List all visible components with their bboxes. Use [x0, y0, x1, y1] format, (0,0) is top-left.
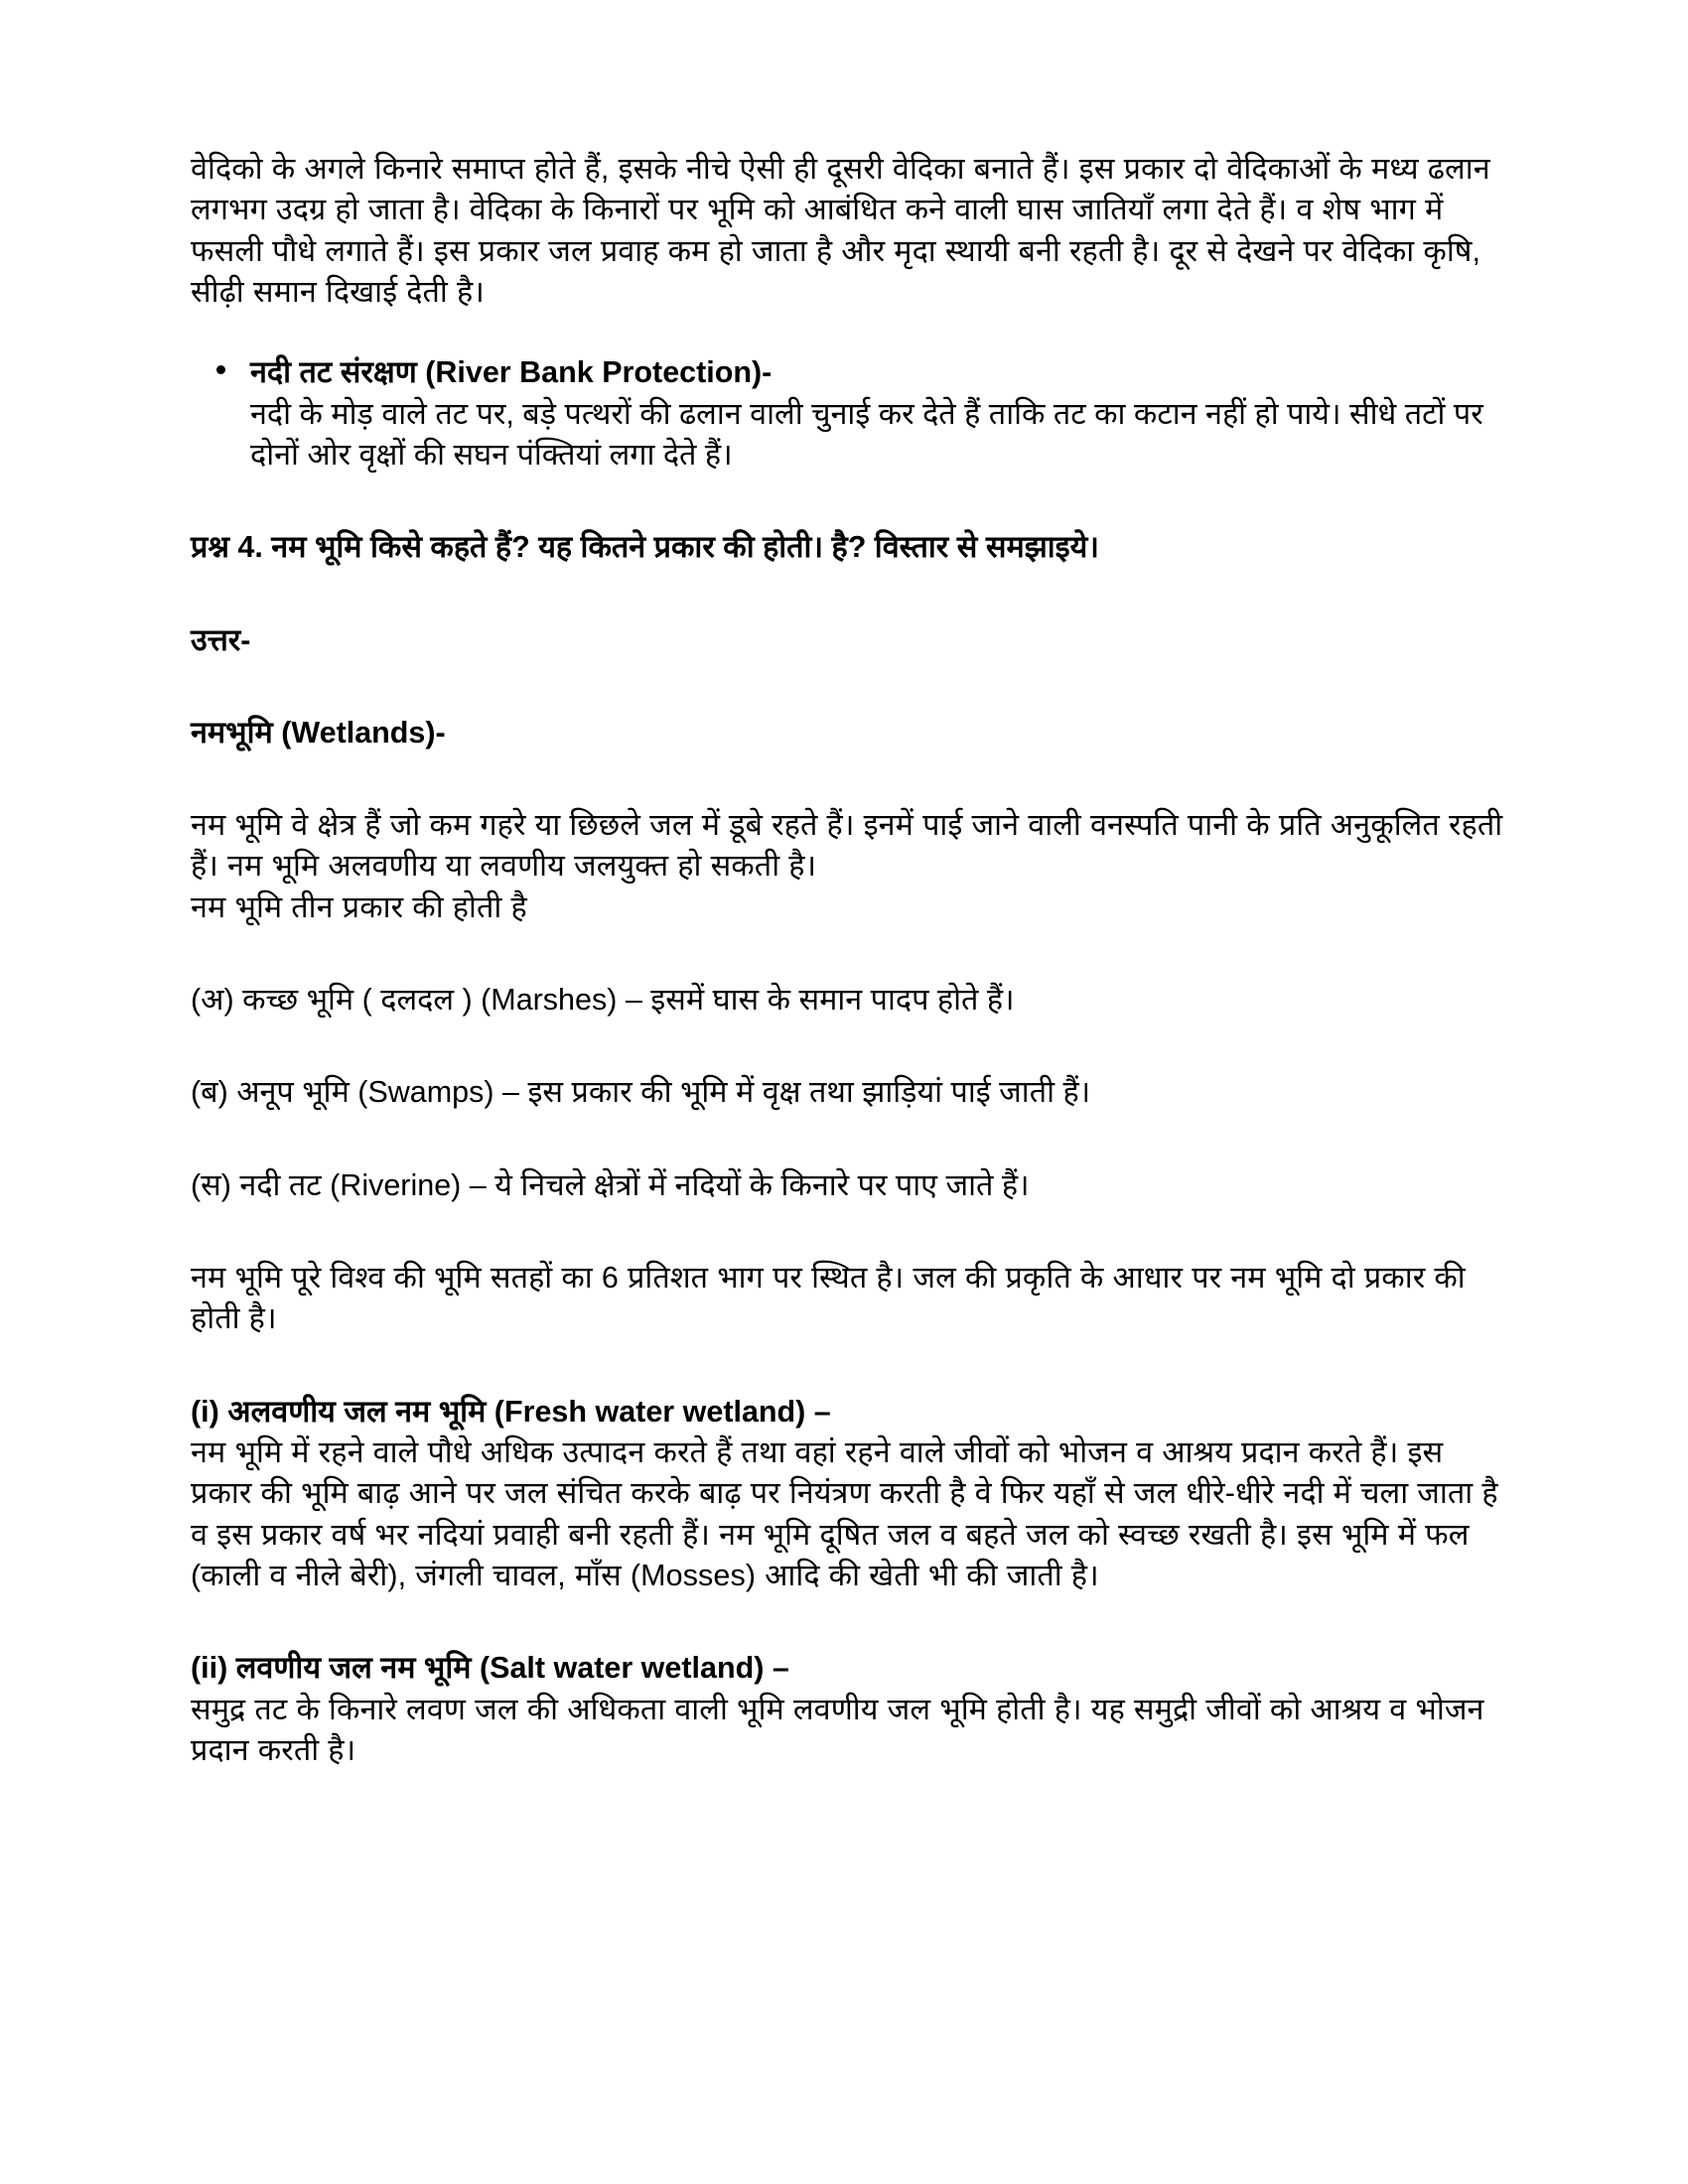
- spacer: [191, 569, 1511, 620]
- list-item: [214, 352, 1511, 476]
- bullet-content: [250, 352, 1511, 476]
- spacer: [191, 1021, 1511, 1072]
- fresh-water-wetland-text: नम भूमि में रहने वाले पौधे अधिक उत्पादन करते हैं तथा वहां रहने वाले जीवों को भोजन व आश्रय प्रदान करते हैं। इस प्रकार की भूमि बाढ़ आने पर जल संचित करके बाढ़ पर नियंत्रण करती है वे फिर यहाँ से जल धीरे-धीरे नदी में चला जाता है व इस प्रकार वर्ष भर नदियां प्रवाही बनी रहती हैं। नम भूमि दूषित जल व बहते जल को स्वच्छ रखती है। इस भूमि में फल (काली व नीले बेरी), जंगली चावल, माँस (Mosses) आदि की खेती भी की जाती है।: [191, 1434, 1498, 1592]
- salt-water-wetland-heading: (ii) लवणीय जल नम भूमि (Salt water wetland) –: [191, 1651, 789, 1686]
- spacer: [191, 928, 1511, 980]
- river-bank-bullet-list: [191, 352, 1511, 476]
- global-share-paragraph: नम भूमि पूरे विश्व की भूमि सतहों का 6 प्रतिशत भाग पर स्थित है। जल की प्रकृति के आधार पर नम भूमि दो प्रकार की होती है।: [191, 1261, 1466, 1336]
- bullet-heading: नदी तट संरक्षण (River Bank Protection)-: [250, 355, 773, 390]
- spacer: [191, 313, 1511, 352]
- wetland-type-marshes: (अ) कच्छ भूमि ( दलदल ) (Marshes) – इसमें घास के समान पादप होते हैं।: [191, 983, 1015, 1018]
- document-body: [191, 149, 1511, 1771]
- types-count-line: नम भूमि तीन प्रकार की होती है: [191, 889, 527, 924]
- intro-paragraph: वेदिको के अगले किनारे समाप्त होते हैं, इसके नीचे ऐसी ही दूसरी वेदिका बनाते हैं। इस प्रकार दो वेदिकाओं के मध्य ढलान लगभग उदग्र हो जाता है। वेदिका के किनारों पर भूमि को आबंधित कने वाली घास जातियाँ लगा देते हैं। व शेष भाग में फसली पौधे लगाते हैं। इस प्रकार जल प्रवाह कम हो जाता है और मृदा स्थायी बनी रहती है। दूर से देखने पर वेदिका कृषि, सीढ़ी समान दिखाई देती है।: [191, 152, 1490, 309]
- bullet-text: नदी के मोड़ वाले तट पर, बड़े पत्थरों की ढलान वाली चुनाई कर देते हैं ताकि तट का कटान नहीं हो पाये। सीधे तटों पर दोनों ओर वृक्षों की सघन पंक्तियां लगा देते हैं।: [250, 396, 1483, 472]
- question-heading: प्रश्न 4. नम भूमि किसे कहते हैं? यह कितने प्रकार की होती। है? विस्तार से समझाइये।: [191, 530, 1099, 565]
- definition-block: [191, 805, 1511, 928]
- wetlands-subheading: नमभूमि (Wetlands)-: [191, 715, 446, 750]
- salt-water-wetland-block: [191, 1648, 1511, 1771]
- fresh-water-wetland-block: [191, 1392, 1511, 1597]
- spacer: [191, 476, 1511, 527]
- fresh-water-wetland-heading: (i) अलवणीय जल नम भूमि (Fresh water wetland) –: [191, 1394, 831, 1429]
- salt-water-wetland-text: समुद्र तट के किनारे लवण जल की अधिकता वाली भूमि लवणीय जल भूमि होती है। यह समुद्री जीवों को आश्रय व भोजन प्रदान करती है।: [191, 1692, 1484, 1767]
- spacer: [191, 661, 1511, 713]
- spacer: [191, 753, 1511, 805]
- bullet-point-icon: [216, 365, 225, 374]
- wetland-type-riverine: (स) नदी तट (Riverine) – ये निचले क्षेत्रों में नदियों के किनारे पर पाए जाते हैं।: [191, 1167, 1030, 1202]
- spacer: [191, 1206, 1511, 1258]
- answer-label: उत्तर-: [191, 622, 251, 657]
- spacer: [191, 1596, 1511, 1648]
- spacer: [191, 1340, 1511, 1392]
- spacer: [191, 1114, 1511, 1165]
- wetland-type-swamps: (ब) अनूप भूमि (Swamps) – इस प्रकार की भूमि में वृक्ष तथा झाड़ियां पाई जाती हैं।: [191, 1075, 1091, 1110]
- definition-paragraph: नम भूमि वे क्षेत्र हैं जो कम गहरे या छिछले जल में डूबे रहते हैं। इनमें पाई जाने वाली वनस्पति पानी के प्रति अनुकूलित रहती हैं। नम भूमि अलवणीय या लवणीय जलयुक्त हो सकती है।: [191, 808, 1503, 884]
